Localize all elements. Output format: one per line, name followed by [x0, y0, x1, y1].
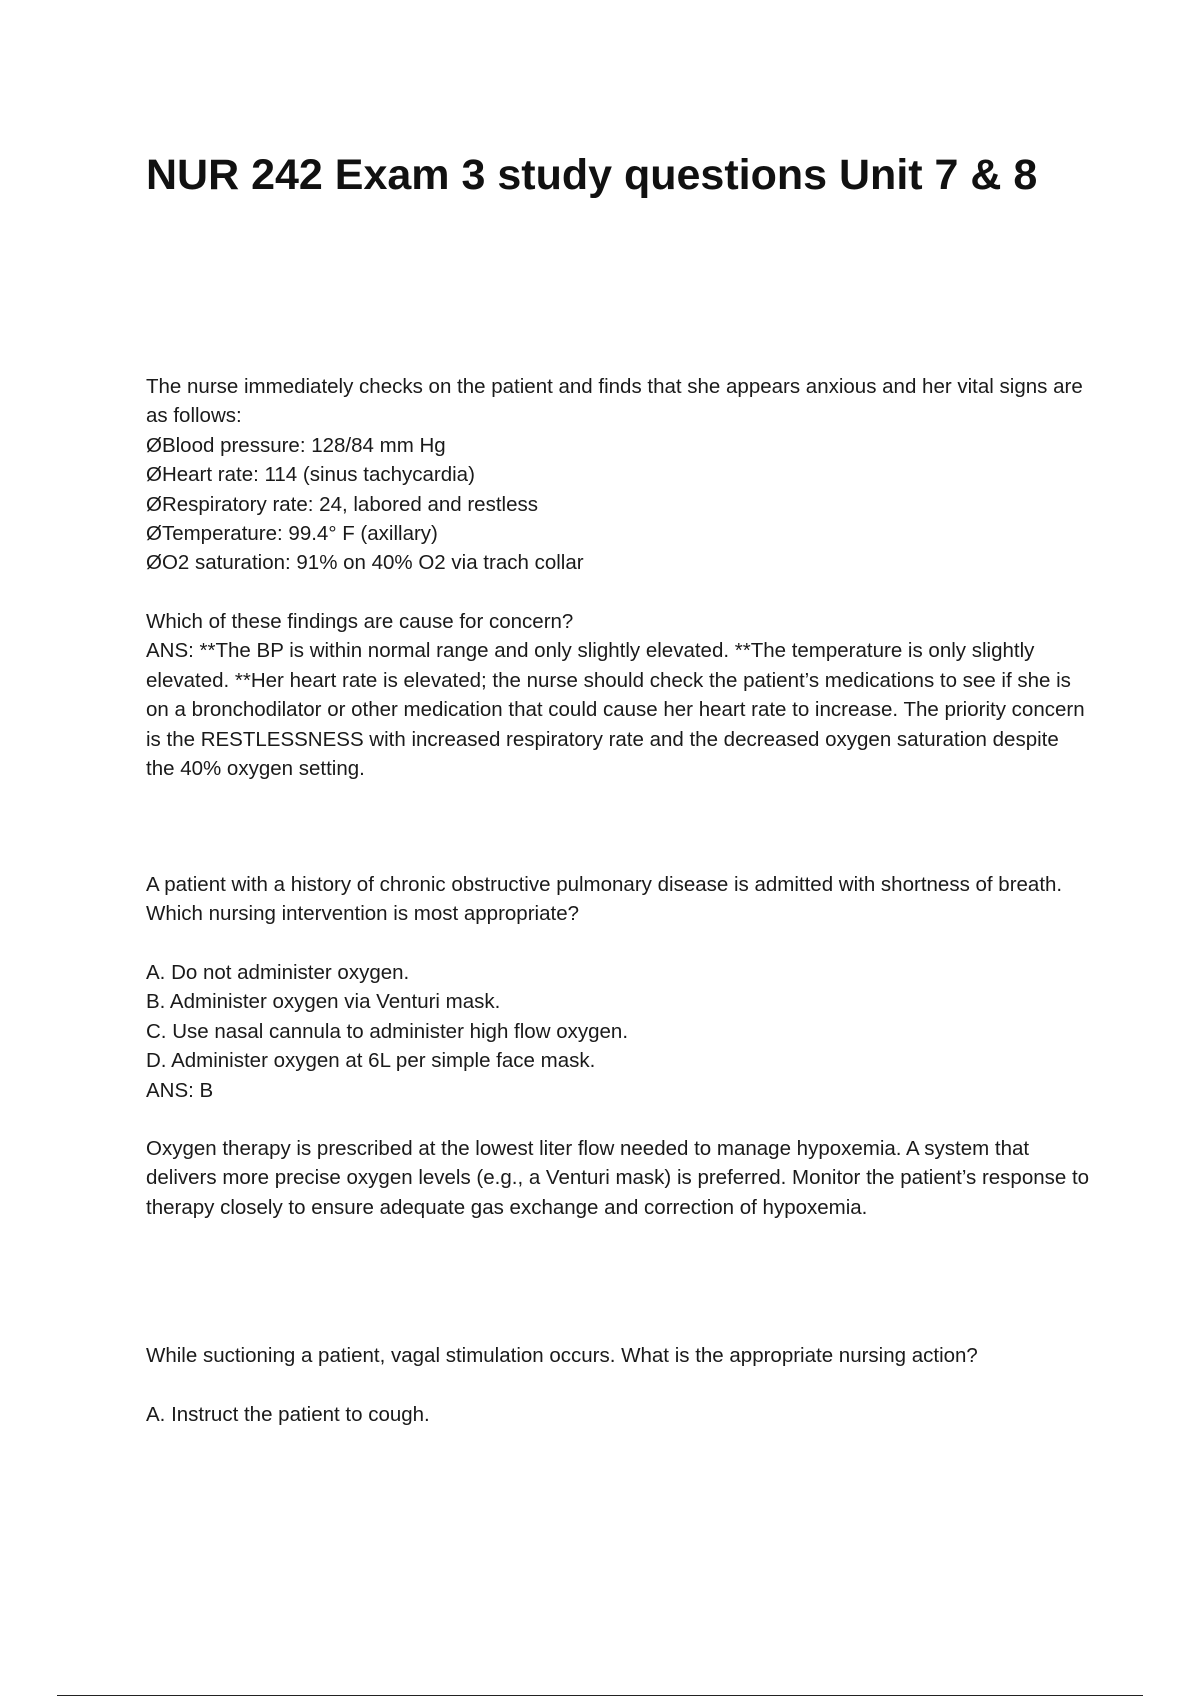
footer-divider: [57, 1695, 1143, 1696]
question-2-rationale: Oxygen therapy is prescribed at the lowest liter flow needed to manage hypoxemia. A system that delivers more precise oxygen levels (e.g., a Venturi mask) is preferred. Monitor the patient’s response to therapy closely to ensure adequate gas exchange and correction of hypoxemia.: [146, 1137, 1090, 1219]
question-3-option-a: A. Instruct the patient to cough.: [146, 1403, 430, 1426]
question-2-block: [146, 870, 1091, 929]
question-3-block: [146, 1341, 1091, 1370]
question-2-option-b: B. Administer oxygen via Venturi mask.: [146, 990, 501, 1014]
question-2-option-a: A. Do not administer oxygen.: [146, 961, 410, 984]
question-3-stem: While suctioning a patient, vagal stimulation occurs. What is the appropriate nursing action?: [146, 1344, 978, 1367]
question-2-options: [146, 958, 1091, 1105]
vital-respiratory-rate: ØRespiratory rate: 24, labored and restless: [146, 492, 538, 516]
question-2-rationale-block: [146, 1134, 1091, 1222]
question-2-stem: A patient with a history of chronic obstructive pulmonary disease is admitted with shortness of breath. Which nursing intervention is most appropriate?: [146, 873, 1063, 926]
question-2-option-c: C. Use nasal cannula to administer high flow oxygen.: [146, 1019, 629, 1043]
vital-blood-pressure: ØBlood pressure: 128/84 mm Hg: [146, 433, 446, 457]
question-1-prompt: Which of these findings are cause for concern?: [146, 610, 574, 633]
vital-o2-saturation: ØO2 saturation: 91% on 40% O2 via trach collar: [146, 551, 584, 575]
question-1-block: [146, 372, 1091, 578]
question-1-intro: The nurse immediately checks on the patient and finds that she appears anxious and her vital signs are as follows:: [146, 375, 1083, 428]
question-3-options: [146, 1400, 1091, 1429]
vital-heart-rate: ØHeart rate: 114 (sinus tachycardia): [146, 463, 475, 487]
document-title: NUR 242 Exam 3 study questions Unit 7 & 8: [146, 151, 1038, 199]
vital-temperature: ØTemperature: 99.4° F (axillary): [146, 522, 438, 546]
question-2-answer: ANS: B: [146, 1078, 214, 1102]
question-1-answer-block: [146, 607, 1091, 783]
question-1-answer: ANS: **The BP is within normal range and only slightly elevated. **The temperature is only slightly elevated. **Her heart rate is elevated; the nurse should check the patient’s medications to see if she is on a bronchodilator or other medication that could cause her heart rate to increase. The priority concern is the RESTLESSNESS with increased respiratory rate and the decreased oxygen saturation despite the 40% oxygen setting.: [146, 639, 1085, 781]
question-2-option-d: D. Administer oxygen at 6L per simple face mask.: [146, 1049, 596, 1073]
